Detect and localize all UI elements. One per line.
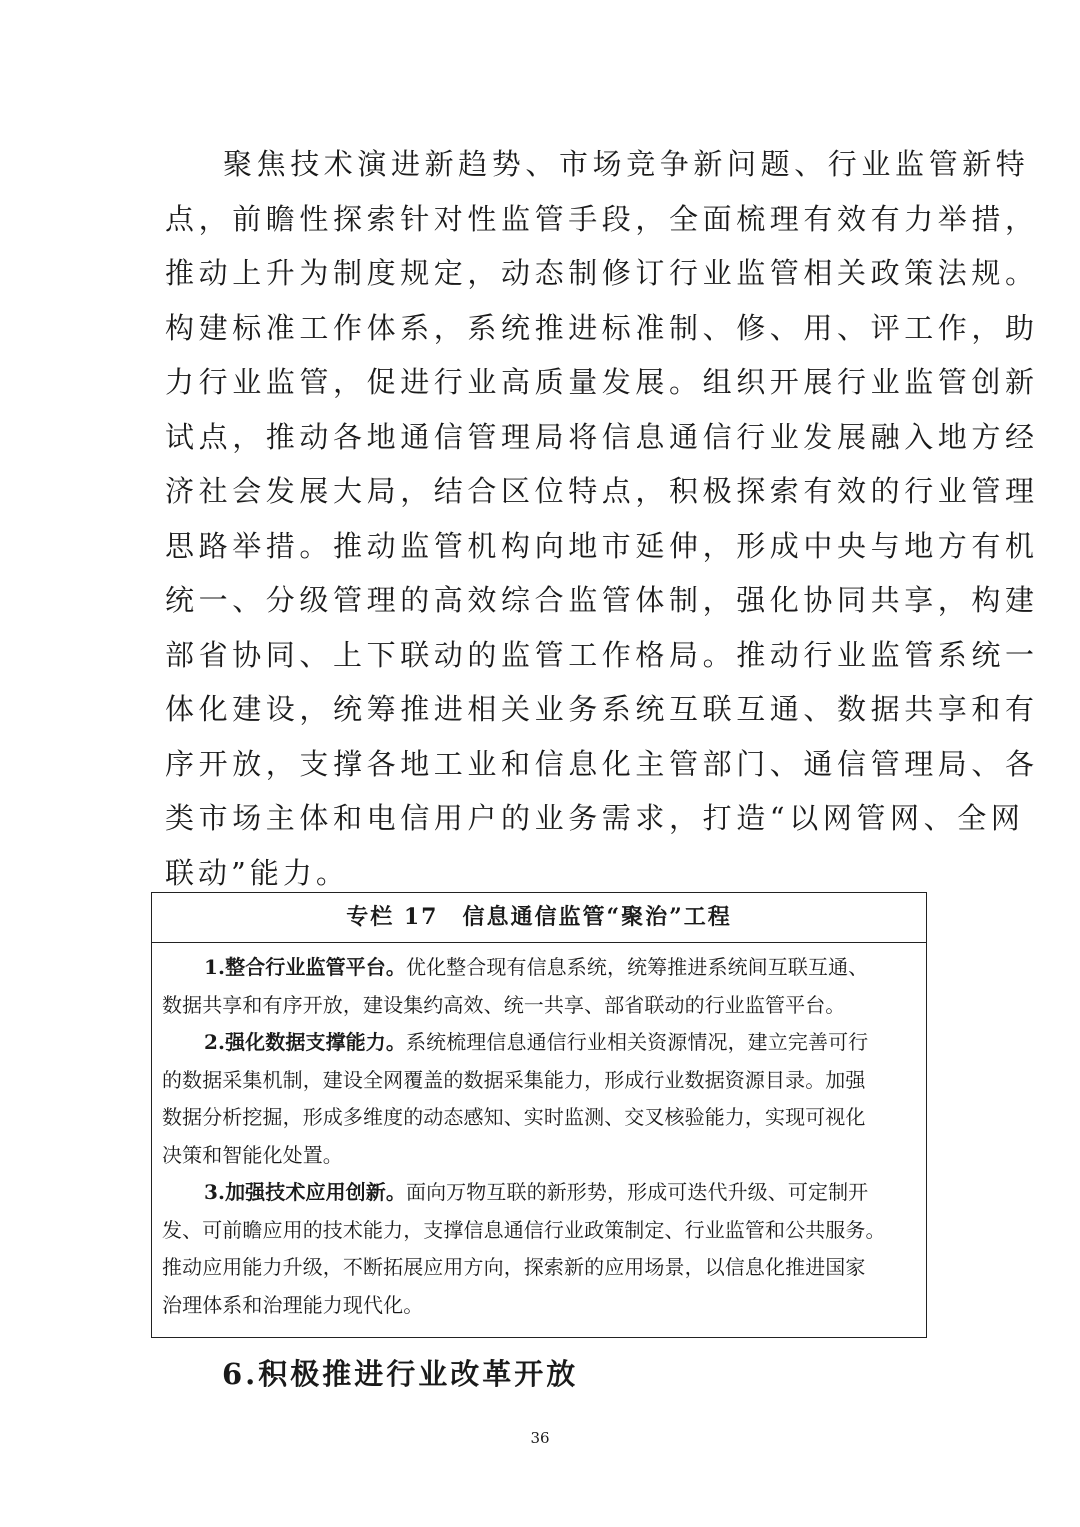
paragraph-line: 试点，推动各地通信管理局将信息通信行业发展融入地方经: [165, 419, 1039, 454]
paragraph-line: 体化建设，统筹推进相关业务系统互联互通、数据共享和有: [165, 692, 1039, 726]
box-item-3-line: 治理体系和治理能力现代化。: [162, 1292, 424, 1317]
paragraph-line: 统一、分级管理的高效综合监管体制，强化协同共享，构建: [165, 583, 1039, 617]
paragraph-line: 聚焦技术演进新趋势、市场竞争新问题、行业监管新特: [223, 147, 1030, 181]
box-item-heading: 3.加强技术应用创新。: [204, 1180, 406, 1204]
box-item-2-line: 决策和智能化处置。: [162, 1142, 343, 1167]
box-item-heading: 1.整合行业监管平台。: [204, 955, 406, 979]
page-number: 36: [530, 1429, 550, 1447]
box-item-3-line: 发、可前瞻应用的技术能力，支撑信息通信行业政策制定、行业监管和公共服务。: [162, 1217, 886, 1242]
box-item-text: 系统梳理信息通信行业相关资源情况，建立完善可行: [405, 1030, 869, 1054]
box-item-1-line: 数据共享和有序开放，建设集约高效、统一共享、部省联动的行业监管平台。: [162, 992, 846, 1017]
paragraph-line: 点，前瞻性探索针对性监管手段，全面梳理有效有力举措，: [165, 201, 1039, 236]
box-item-2-line: 的数据采集机制，建设全网覆盖的数据采集能力，形成行业数据资源目录。加强: [162, 1067, 866, 1092]
box-item-heading: 2.强化数据支撑能力。: [204, 1030, 406, 1054]
body-paragraph: [165, 137, 1039, 900]
box-item-2-line: 数据分析挖掘，形成多维度的动态感知、实时监测、交叉核验能力，实现可视化: [162, 1105, 866, 1129]
box-item-1-line: [162, 949, 916, 987]
paragraph-line: 序开放，支撑各地工业和信息化主管部门、通信管理局、各: [165, 746, 1039, 781]
paragraph-line: 类市场主体和电信用户的业务需求，打造“以网管网、全网: [165, 801, 1025, 835]
column-box: [151, 892, 927, 1338]
paragraph-line: 济社会发展大局，结合区位特点，积极探索有效的行业管理: [165, 474, 1039, 508]
column-box-body: [152, 943, 926, 1324]
paragraph-line: 思路举措。推动监管机构向地市延伸，形成中央与地方有机: [165, 528, 1039, 563]
section-heading: 6.积极推进行业改革开放: [222, 1357, 579, 1391]
column-box-title: 专栏 17 信息通信监管“聚治”工程: [152, 893, 926, 943]
box-item-text: 优化整合现有信息系统，统筹推进系统间互联互通、: [405, 955, 869, 979]
box-item-3-line: [162, 1174, 916, 1212]
paragraph-line: 构建标准工作体系，系统推进标准制、修、用、评工作，助: [165, 310, 1039, 345]
paragraph-line: 推动上升为制度规定，动态制修订行业监管相关政策法规。: [165, 256, 1039, 290]
paragraph-line: 力行业监管，促进行业高质量发展。组织开展行业监管创新: [165, 365, 1039, 399]
box-item-text: 面向万物互联的新形势，形成可迭代升级、可定制开: [405, 1180, 869, 1204]
paragraph-line: 联动”能力。: [165, 855, 349, 890]
box-item-2-line: [162, 1024, 916, 1062]
box-item-3-line: 推动应用能力升级，不断拓展应用方向，探索新的应用场景，以信息化推进国家: [162, 1255, 866, 1279]
paragraph-line: 部省协同、上下联动的监管工作格局。推动行业监管系统一: [165, 637, 1039, 672]
